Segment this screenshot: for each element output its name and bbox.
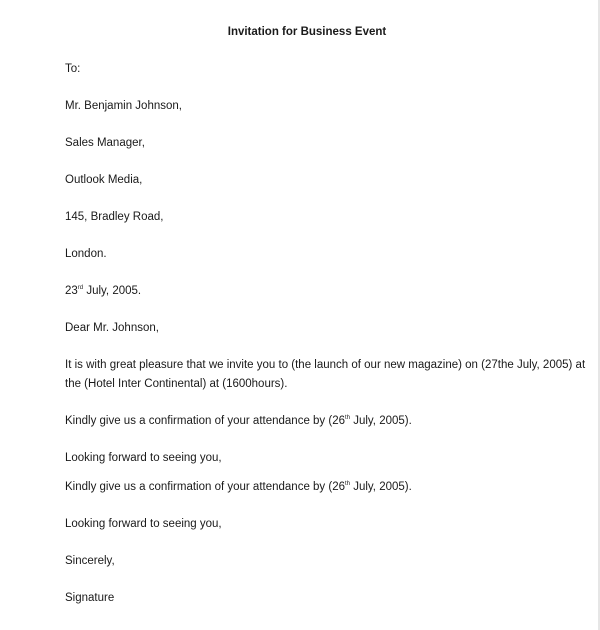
confirmation-2-end: July, 2005). bbox=[350, 481, 412, 493]
confirmation-request-1 bbox=[65, 414, 412, 428]
looking-forward-1: Looking forward to seeing you, bbox=[65, 452, 222, 464]
confirmation-2-suffix: th bbox=[345, 481, 351, 487]
confirmation-request-2 bbox=[65, 480, 412, 494]
to-label: To: bbox=[65, 63, 81, 75]
date-day: 23 bbox=[65, 285, 78, 297]
letter-date bbox=[65, 284, 141, 298]
confirmation-1-end: July, 2005). bbox=[350, 415, 412, 427]
recipient-name: Mr. Benjamin Johnson, bbox=[65, 100, 182, 112]
date-day-suffix: rd bbox=[77, 285, 84, 291]
signature: Signature bbox=[65, 592, 115, 604]
body-line-1: It is with great pleasure that we invite you to (the launch of our new magazine) on (27the July, 2005) at bbox=[65, 359, 586, 371]
recipient-city: London. bbox=[65, 248, 107, 260]
date-rest: July, 2005. bbox=[83, 285, 142, 297]
recipient-position: Sales Manager, bbox=[65, 137, 145, 149]
recipient-company: Outlook Media, bbox=[65, 174, 143, 186]
document-title: Invitation for Business Event bbox=[227, 26, 387, 38]
body-line-2: the (Hotel Inter Continental) at (1600hours). bbox=[65, 378, 288, 390]
recipient-street: 145, Bradley Road, bbox=[65, 211, 164, 223]
confirmation-1-text: Kindly give us a confirmation of your attendance by (26 bbox=[65, 415, 345, 427]
confirmation-1-suffix: th bbox=[345, 415, 351, 421]
closing: Sincerely, bbox=[65, 555, 115, 567]
salutation: Dear Mr. Johnson, bbox=[65, 322, 159, 334]
confirmation-2-text: Kindly give us a confirmation of your attendance by (26 bbox=[65, 481, 345, 493]
looking-forward-2: Looking forward to seeing you, bbox=[65, 518, 222, 530]
